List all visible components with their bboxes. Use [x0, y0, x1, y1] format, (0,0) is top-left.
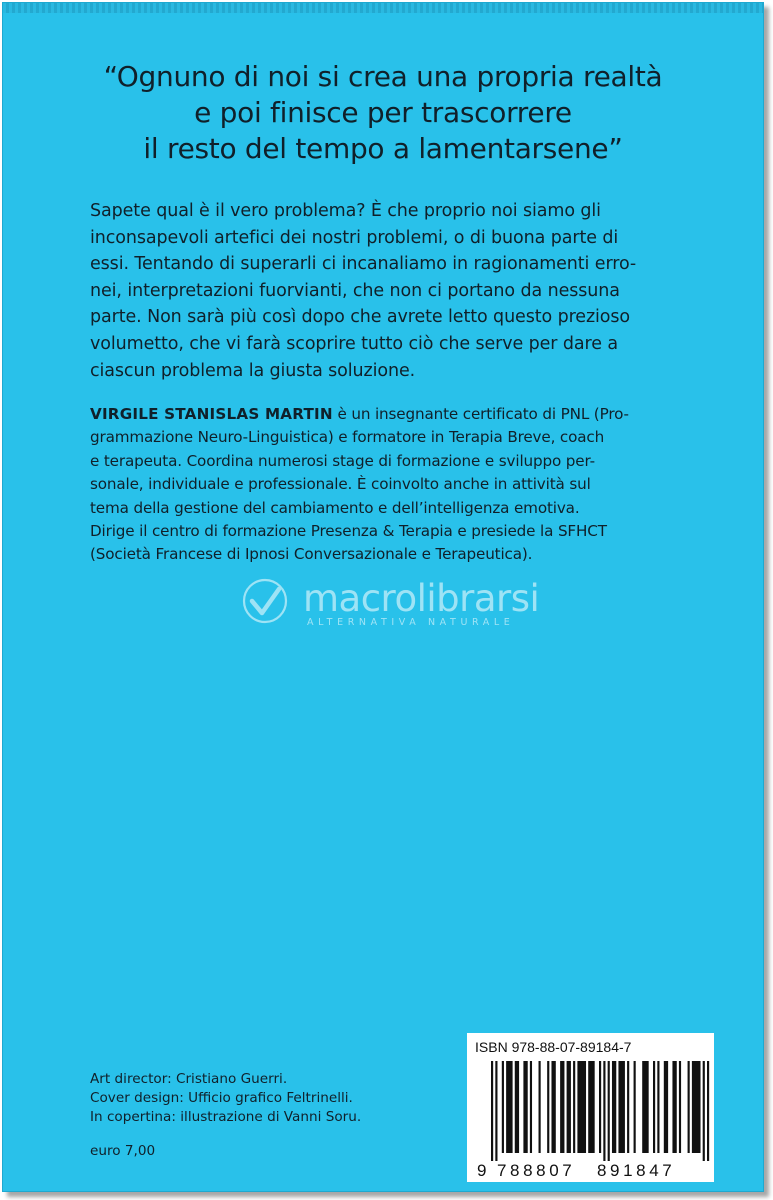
barcode-bar [551, 1061, 555, 1153]
barcode-digits-left: 788807 [497, 1161, 576, 1180]
blurb-line: Sapete qual è il vero problema? È che proprio noi siamo gli [90, 201, 601, 221]
isbn-label: ISBN 978-88-07-89184-7 [475, 1039, 632, 1055]
bio-line: Dirige il centro di formazione Presenza & Terapia e presiede la SFHCT [90, 522, 607, 541]
barcode-bar [573, 1061, 575, 1153]
barcode-bar [653, 1061, 655, 1153]
blurb-line: parte. Non sarà più così dopo che avrete letto questo prezioso [90, 307, 631, 328]
barcode-bar [707, 1061, 709, 1161]
barcode-bar [679, 1061, 681, 1153]
barcode-bar [657, 1061, 659, 1153]
cover-quote [43, 59, 723, 167]
author-name: VIRGILE STANISLAS MARTIN [90, 405, 333, 423]
barcode-bar [515, 1061, 519, 1153]
barcode-bar [688, 1061, 690, 1153]
quote-line: e poi finisce per trascorrere [194, 96, 572, 129]
barcode-bar [703, 1061, 705, 1161]
barcode-bar [547, 1061, 549, 1153]
blurb-line: volumetto, che vi farà scoprire tutto ciò che serve per dare a [90, 333, 618, 354]
bio-line: sonale, individuale e professionale. È coinvolto anche in attività sul [90, 475, 591, 494]
barcode-bar [567, 1061, 571, 1153]
blurb-paragraph [90, 198, 690, 384]
barcode-bars [491, 1061, 709, 1161]
book-back-cover [2, 2, 764, 1192]
barcode-bar [618, 1061, 624, 1153]
bio-first-line [90, 403, 710, 426]
barcode-bar [627, 1061, 629, 1153]
barcode-bar [599, 1061, 601, 1153]
barcode-graphic [467, 1033, 714, 1182]
blurb-line: essi. Tentando di superarli ci incanaliamo in ragionamenti erro- [90, 254, 637, 275]
blurb-line: nei, interpretazioni fuorvianti, che non ci portano da nessuna [90, 280, 620, 301]
barcode-bar [495, 1061, 497, 1161]
barcode-bar [692, 1061, 701, 1153]
cover-top-edge [3, 3, 763, 13]
watermark-name: macrolibrarsi [303, 577, 540, 620]
barcode-bar [642, 1061, 648, 1153]
author-bio [90, 403, 710, 567]
barcode-bar [608, 1061, 610, 1161]
isbn-barcode [467, 1033, 714, 1182]
bio-line: tema della gestione del cambiamento e dell’intelligenza emotiva. [90, 498, 580, 517]
barcode-bar [491, 1061, 493, 1161]
barcode-bar [502, 1061, 504, 1153]
credit-line: In copertina: illustrazione di Vanni Soru. [90, 1109, 362, 1125]
bio-line: e terapeuta. Coordina numerosi stage di formazione e sviluppo per- [90, 451, 595, 470]
barcode-bar [612, 1061, 616, 1153]
quote-line: “Ognuno di noi si crea una propria realtà [103, 60, 663, 93]
bio-line: grammazione Neuro-Linguistica) e formatore in Terapia Breve, coach [90, 428, 605, 447]
bio-line-rest: è un insegnante certificato di PNL (Pro- [332, 405, 629, 423]
credit-line: Cover design: Ufficio grafico Feltrinelli. [90, 1090, 353, 1106]
barcode-bar [672, 1061, 676, 1153]
barcode-digits-right: 891847 [597, 1161, 676, 1180]
barcode-bar [560, 1061, 564, 1153]
bio-line: (Società Francese di Ipnosi Conversazionale e Terapeutica). [90, 545, 533, 564]
credit-line: Art director: Cristiano Guerri. [90, 1071, 288, 1087]
barcode-bar [603, 1061, 605, 1161]
barcode-bar [506, 1061, 512, 1153]
blurb-line: inconsapevoli artefici dei nostri problemi, o di buona parte di [90, 227, 619, 248]
checkmark-swoosh-icon [241, 577, 289, 625]
barcode-bar [664, 1061, 668, 1153]
barcode-bar [523, 1061, 527, 1153]
price-label: euro 7,00 [90, 1143, 156, 1159]
cover-credits [90, 1070, 361, 1127]
blurb-line: ciascun problema la giusta soluzione. [90, 360, 416, 381]
barcode-bar [588, 1061, 594, 1153]
barcode-digit-first: 9 [477, 1161, 487, 1180]
barcode-bar [539, 1061, 541, 1153]
watermark-tagline: ALTERNATIVA NATURALE [307, 617, 515, 628]
barcode-bar [577, 1061, 586, 1153]
barcode-bar [530, 1061, 532, 1153]
barcode-bar [634, 1061, 636, 1153]
macrolibrarsi-watermark [241, 577, 561, 637]
quote-line: il resto del tempo a lamentarsene” [143, 132, 623, 165]
